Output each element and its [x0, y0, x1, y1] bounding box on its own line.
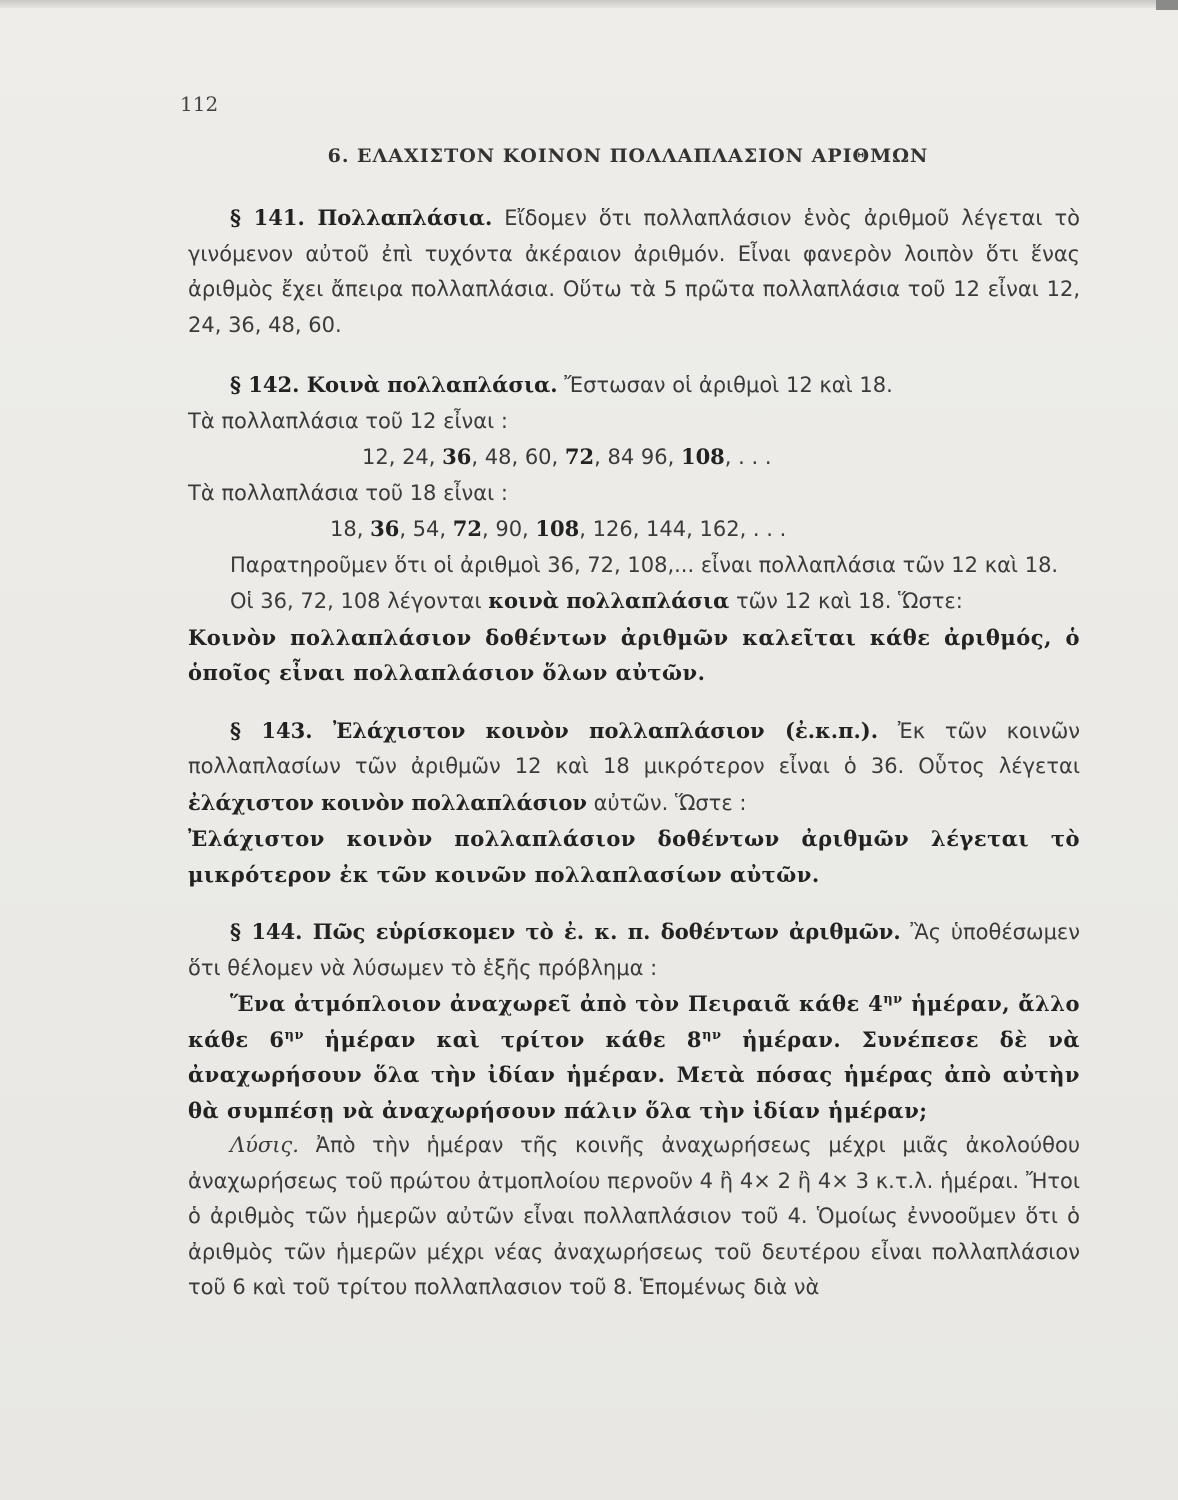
text-run: Ἕνα ἀτμόπλοιον ἀναχωρεῖ ἀπὸ τὸν Πειραιᾶ κάθε 4	[230, 991, 884, 1016]
solution-paragraph	[188, 1128, 1080, 1306]
list-item-common: 36	[442, 444, 472, 469]
text-run: αὐτῶν. Ὥστε :	[586, 790, 747, 815]
spacer	[188, 691, 1080, 713]
list-item: , 90,	[481, 517, 536, 541]
multiples-12-label: Τὰ πολλαπλάσια τοῦ 12 εἶναι :	[188, 408, 508, 433]
ordinal-suffix: ην	[284, 1027, 304, 1043]
scan-corner-mark	[1156, 0, 1178, 10]
list-item: 12, 24,	[362, 445, 443, 469]
section-143-title: § 143. Ἐλάχιστον κοινὸν πολλαπλάσιον (ἐ.κ.π.).	[230, 717, 879, 743]
list-item-common: 36	[370, 516, 400, 541]
section-143	[188, 713, 1080, 822]
solution-text: Ἀπὸ τὴν ἡμέραν τῆς κοινῆς ἀναχωρήσεως μέχρι μιᾶς ἀκολούθου ἀναχωρήσεως τοῦ πρώτου ἀτμοπλοίου περνοῦν 4 ἢ 4× 2 ἢ 4× 3 κ.τ.λ. ἡμέραι. Ἤτοι ὁ ἀριθμὸς τῶν ἡμερῶν αὐτῶν εἶναι πολλαπλάσιον τοῦ 4. Ὁμοίως ἐννοοῦμεν ὅτι ὁ ἀριθμὸς τῶν ἡμερῶν μέχρι νέας ἀναχωρήσεως τοῦ δευτέρου εἶναι πολλαπλάσιον τοῦ 6 καὶ τοῦ τρίτου πολλαπλασιον τοῦ 8. Ἑπομένως διὰ νὰ	[188, 1133, 1080, 1299]
section-141	[188, 200, 1080, 343]
multiples-18-label: Τὰ πολλαπλάσια τοῦ 18 εἶναι :	[188, 480, 508, 505]
page-number: 112	[180, 92, 219, 116]
term-common-multiples: κοινὰ πολλαπλάσια	[488, 588, 730, 613]
section-144-intro	[188, 914, 1080, 986]
section-142-intro	[188, 367, 1080, 404]
observation-paragraph: Παρατηροῦμεν ὅτι οἱ ἀριθμοὶ 36, 72, 108,... εἶναι πολλαπλάσια τῶν 12 καὶ 18.	[230, 552, 1059, 577]
term-lcm: ἐλάχιστον κοινὸν πολλαπλάσιον	[188, 789, 587, 815]
scan-top-edge	[0, 0, 1178, 8]
list-item: , 48, 60,	[471, 445, 565, 469]
list-item-common: 108	[535, 516, 580, 541]
multiples-18-list	[188, 511, 1080, 548]
list-item-common: 72	[452, 516, 482, 541]
section-142-intro-text: Ἔστωσαν οἱ ἀριθμοὶ 12 καὶ 18.	[557, 373, 893, 397]
spacer	[188, 892, 1080, 914]
text-run: ἡμέραν, ἄλλο κάθε 6	[188, 991, 1081, 1052]
section-141-text: Εἴδομεν ὅτι πολλαπλάσιον ἑνὸς ἀριθμοῦ λέγεται τὸ γινόμενον αὐτοῦ ἐπὶ τυχόντα ἀκέραιον ἀριθμόν. Εἶναι φανερὸν λοιπὸν ὅτι ἕνας ἀριθμὸς ἔχει ἄπειρα πολλαπλάσια. Οὕτω τὰ 5 πρῶτα πολλαπλάσια τοῦ 12 εἶναι 12, 24, 36, 48, 60.	[188, 206, 1080, 337]
solution-label: Λύσις.	[230, 1133, 299, 1157]
chapter-heading: 6. ΕΛΑΧΙΣΤΟΝ ΚΟΙΝΟΝ ΠΟΛΛΑΠΛΑΣΙΟΝ ΑΡΙΘΜΩΝ	[327, 145, 929, 167]
section-141-title: § 141. Πολλαπλάσια.	[230, 205, 493, 230]
list-item-common: 108	[680, 444, 725, 469]
ordinal-suffix: ην	[702, 1027, 722, 1043]
text-run: Οἱ 36, 72, 108 λέγονται	[230, 589, 489, 613]
text-run: ἡμέραν. Συνέπεσε δὲ νὰ ἀναχωρήσουν ὅλα τὴν ἰδίαν ἡμέραν. Μετὰ πόσας ἡμέρας ἀπὸ αὐτὴν θὰ συμπέσῃ νὰ ἀναχωρήσουν πάλιν ὅλα τὴν ἰδίαν ἡμέραν;	[188, 1026, 1080, 1123]
multiples-12-list	[188, 439, 1080, 476]
list-item: , 84 96,	[594, 445, 681, 469]
spacer	[188, 343, 1080, 367]
problem-statement	[188, 986, 1080, 1128]
list-item-common: 72	[564, 444, 595, 469]
list-item: 18,	[330, 517, 371, 541]
section-142-title: § 142. Κοινὰ πολλαπλάσια.	[230, 372, 558, 397]
page-body	[188, 200, 1080, 1306]
section-144-title: § 144. Πῶς εὑρίσκομεν τὸ ἐ. κ. π. δοθέντων ἀριθμῶν.	[230, 919, 901, 944]
text-run: Ἐκ τῶν κοινῶν πολλαπλασίων τῶν ἀριθμῶν 12 καὶ 18 μικρότερον εἶναι ὁ 36. Οὗτος λέγεται	[188, 718, 1081, 778]
common-multiples-paragraph	[188, 583, 1080, 620]
text-run: τῶν 12 καὶ 18. Ὥστε:	[729, 589, 963, 613]
list-item: , . . .	[724, 445, 772, 469]
text-run: Ἂς ὑποθέσωμεν ὅτι θέλομεν νὰ λύσωμεν τὸ ἑξῆς πρόβλημα :	[188, 920, 1081, 980]
ordinal-suffix: ην	[883, 992, 903, 1007]
list-item: , 126, 144, 162, . . .	[579, 517, 787, 541]
text-run: ἡμέραν καὶ τρίτον κάθε 8	[304, 1026, 703, 1052]
definition-lcm: Ἐλάχιστον κοινὸν πολλαπλάσιον δοθέντων ἀριθμῶν λέγεται τὸ μικρότερον ἐκ τῶν κοινῶν πολλαπλασίων αὐτῶν.	[188, 826, 1080, 887]
list-item: , 54,	[399, 517, 453, 541]
definition-common-multiple: Κοινὸν πολλαπλάσιον δοθέντων ἀριθμῶν καλεῖται κάθε ἀριθμός, ὁ ὁποῖος εἶναι πολλαπλάσιον ὅλων αὐτῶν.	[188, 624, 1080, 685]
